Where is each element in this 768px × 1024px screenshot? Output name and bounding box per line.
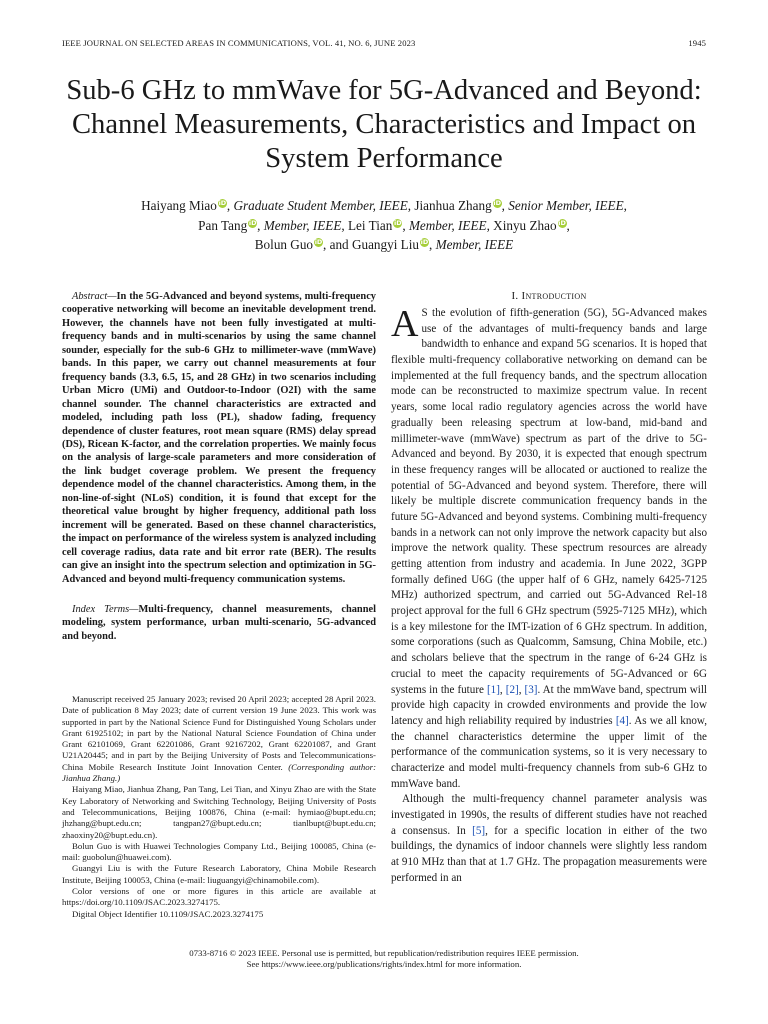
section-title: Introduction <box>521 290 587 302</box>
affiliation-note: Haiyang Miao, Jianhua Zhang, Pan Tang, Lei Tian, and Xinyu Zhao are with the State Key Laboratory of Networking and Switching Technology, Beijing University of Posts and Telecommunications, Beijing 100876, China (e-mail: hymiao@bupt.edu.cn; jhzhang@bupt.edu.cn; tangpan27@bupt.edu.cn; tianlbupt@bupt.edu.cn; zhaoxiny20@bupt.edu.cn). <box>62 784 376 840</box>
affiliation-note: Guangyi Liu is with the Future Research Laboratory, China Mobile Research Institute, Beijing 100053, China (e-mail: liuguangyi@chinamobile.com). <box>62 863 376 885</box>
paper-title: Sub-6 GHz to mmWave for 5G-Advanced and Beyond: Channel Measurements, Characteristics and Impact on System Performance <box>66 75 702 174</box>
author-name: Haiyang Miao <box>141 198 217 213</box>
index-terms-label: Index Terms— <box>72 604 139 615</box>
rights-line: See https://www.ieee.org/publications/rights/index.html for more information. <box>246 959 522 970</box>
author-role: Graduate Student Member, IEEE <box>233 198 408 213</box>
citation-link[interactable]: [3] <box>524 683 538 696</box>
orcid-icon[interactable]: iD <box>558 218 566 227</box>
author-role: Member, IEEE <box>263 217 342 233</box>
paragraph: Although the multi-frequency channel parameter analysis was investigated in 1990s, the results of different studies have not reached a consensus. In [5], for a specific location in either of the two buildings, the dynamics of indoor channels were slightly less random at 910 MHz than that at 1.7 GHz. The propagation measurements were performed in an <box>391 793 707 884</box>
color-versions-note: Color versions of one or more figures in this article are available at https://doi.org/10.1109/JSAC.2023.3274175. <box>62 886 376 908</box>
manuscript-note: Manuscript received 25 January 2023; revised 20 April 2023; accepted 28 April 2023. Date of publication 8 May 2023; date of current version 19 June 2023. This work was supported in part by the National Science Fund for Distinguished Young Scholars under Grant 61925102; in part by the National Natural Science Foundation of China under Grant 62101069, Grant 62201086, Grant 92167202, Grant 62201087, and Grant U21A20445; and in part by the Beijing University of Posts and Telecommunications-China Mobile Research Institute Joint Innovation Center. (Corresponding author: Jianhua Zhang.) <box>62 694 376 784</box>
running-header <box>62 38 706 48</box>
copyright-line: 0733-8716 © 2023 IEEE. Personal use is permitted, but republication/redistribution requires IEEE permission. <box>189 948 579 958</box>
author-name: Bolun Guo <box>254 237 314 252</box>
corresponding-author: (Corresponding author: Jianhua Zhang.) <box>62 761 376 784</box>
introduction-body <box>391 303 708 886</box>
author-list: Haiyang Miao iD, Graduate Student Member, IEEE, Jianhua Zhang iD, Senior Member, IEEE, Pan Tang iD, Member, IEEE, Lei Tian iD, Member, IEEE, Xinyu Zhao iD, Bolun Guo iD, and Guangyi Liu iD, Member, IEEE <box>141 198 627 252</box>
orcid-icon[interactable]: iD <box>420 238 429 246</box>
author-role: Member, IEEE <box>408 217 487 233</box>
author-name: Xinyu Zhao <box>493 217 557 233</box>
index-terms <box>62 603 376 643</box>
author-role: Member, IEEE <box>435 237 514 252</box>
orcid-icon[interactable]: iD <box>218 199 227 207</box>
paragraph: A S the evolution of fifth-generation (5G), 5G-Advanced makes use of the advantages of multi-frequency bands and large bandwidth to enhance and expand 5G scenarios. It is hoped that flexible multi-frequency collaborative networking on demand can be implemented at the full frequency bands, and the spectrum allocation mode can be reconstructed to maximize spectrum value. In recent years, some local radio regulatory agencies across the world have gradually been releasing spectrum at low-band, mid-band and millimeter-wave (mmWave) spectrum as part of the drive to 5G-Advanced and beyond. By 2030, it is expected that enough spectrum in these frequency ranges will be allocated or auctioned to realize the potential of 5G-Advanced and beyond system. Therefore, there will likely be multiple discrete communication frequency bands in the future 5G-Advanced and beyond systems. Combining multi-frequency bands in a network can not only improve the network capacity but also improve the network quality. These spectrum resources are already getting attention from industry and academia. In June 2022, 3GPP formally defined U6G (the upper half of 6 GHz, namely 6425-7125 MHz) authorized spectrum, and carried out 5G-Advanced Rel-18 project approval for the full 6 GHz spectrum (5925-7125 MHz), which is a key milestone for the IMT-ization of 6 GHz spectrum. In addition, some corporations (such as Qualcomm, Samsung, China Mobile, etc.) and scholars believe that the spectrum in the range of 6-24 GHz is crucial to meet the capacity requirements of 5G-Advanced or 6G systems in the future [1], [2], [3]. At the mmWave band, spectrum will provide high capacity in crowded environments and provide the low latency and high reliability required by industries [4]. As we all know, the channel characteristics determine the upper limit of the performance of the communication systems, so it is very necessary to characterize and model multi-frequency channels from sub-6 GHz to mmWave band. <box>391 303 708 790</box>
copyright-notice <box>60 948 708 971</box>
abstract <box>62 290 376 586</box>
citation-link[interactable]: [5] <box>472 824 486 837</box>
author-name: Lei Tian <box>348 217 393 233</box>
abstract-text: In the 5G-Advanced and beyond systems, multi-frequency cooperative networking will become an inevitable development trend. However, the channels have not been fully investigated at multi-frequency bands and in multi-scenarios by using the same channel sounder, especially for the sub-6 GHz to millimeter-wave (mmWave) bands. In this paper, we carry out channel measurements at four frequency bands (3.3, 6.5, 15, and 28 GHz) in two scenarios including Urban Micro (UMi) and Outdoor-to-Indoor (O2I) with the same channel sounder. The channel characteristics are extracted and modeled, including path loss (PL), shadow fading, frequency dependence of cluster features, root mean square (RMS) delay spread (DS), Ricean K-factor, and the correlation properties. We mainly focus on the analysis of large-scale parameters and more consideration of the link budget coverage problem. We present the frequency dependence model of the channel characteristics. Among them, in the non-line-of-sight (NLoS) condition, it is found that except for the theoretical value brought by higher frequency, additional path loss increment will be generated. Based on these channel characteristics, the impact on performance of the wireless system is analyzed including cell coverage radius, data rate and bit error rate (BER). The results can give an insight into the spectrum selection and optimization in 5G-Advanced and beyond multi-frequency communication systems. <box>62 291 376 585</box>
affiliation-note: Bolun Guo is with Huawei Technologies Company Ltd., Beijing 100085, China (e-mail: guobolun@huawei.com). <box>62 840 376 863</box>
index-terms-text: Multi-frequency, channel measurements, channel modeling, system performance, urban multi-scenario, 5G-advanced and beyond. <box>62 604 376 642</box>
abstract-label: Abstract— <box>72 291 117 302</box>
citation-link[interactable]: [2] <box>505 683 519 696</box>
orcid-icon[interactable]: iD <box>493 199 501 207</box>
doi-note: Digital Object Identifier 10.1109/JSAC.2023.3274175 <box>72 908 264 919</box>
page-number: 1945 <box>688 38 706 48</box>
author-role: Senior Member, IEEE <box>508 198 624 213</box>
author-name: Jianhua Zhang <box>414 198 492 213</box>
orcid-icon[interactable]: iD <box>248 218 257 227</box>
journal-name: IEEE JOURNAL ON SELECTED AREAS IN COMMUNICATIONS, VOL. 41, NO. 6, JUNE 2023 <box>62 38 416 48</box>
first-page-footnote <box>62 694 376 920</box>
section-heading <box>391 290 707 302</box>
author-name: Pan Tang <box>198 217 248 233</box>
orcid-icon[interactable]: iD <box>394 218 402 227</box>
section-number: I. <box>511 290 522 302</box>
drop-cap: A <box>391 303 419 345</box>
citation-link[interactable]: [1] <box>486 683 500 696</box>
citation-link[interactable]: [4] <box>615 714 629 727</box>
orcid-icon[interactable]: iD <box>314 238 323 246</box>
author-name: Guangyi Liu <box>351 237 419 252</box>
